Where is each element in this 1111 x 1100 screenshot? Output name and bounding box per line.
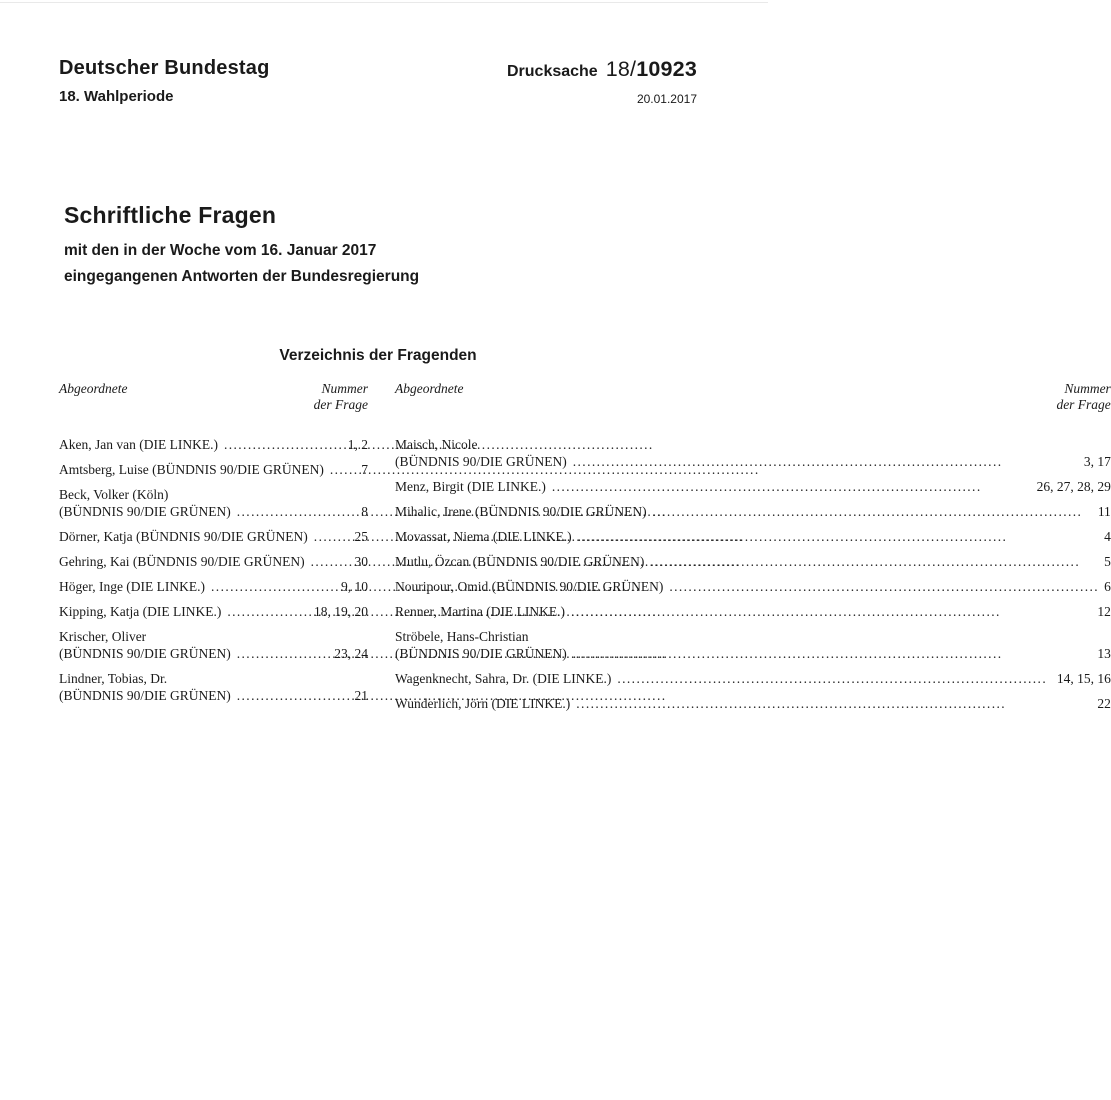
entry-name: Krischer, Oliver bbox=[59, 629, 147, 644]
entry-question-numbers: 4 bbox=[1104, 529, 1111, 544]
entry-question-numbers: 26, 27, 28, 29 bbox=[1036, 479, 1111, 494]
column-header-number-line2: der Frage bbox=[313, 397, 368, 412]
index-entry-list-left bbox=[59, 436, 368, 704]
leader-dots bbox=[311, 553, 350, 570]
entry-name: (BÜNDNIS 90/DIE GRÜNEN) bbox=[395, 454, 567, 469]
leader-dots bbox=[314, 528, 350, 545]
leader-dots bbox=[573, 453, 1079, 470]
index-entry bbox=[395, 578, 1111, 595]
index-entry bbox=[59, 553, 368, 570]
entry-name: (BÜNDNIS 90/DIE GRÜNEN) bbox=[59, 688, 231, 703]
index-entry bbox=[395, 553, 1111, 570]
index-entry bbox=[59, 603, 368, 620]
entry-question-numbers: 5 bbox=[1104, 554, 1111, 569]
column-header-members: Abgeordnete bbox=[59, 381, 128, 396]
leader-dots bbox=[669, 578, 1099, 595]
entry-question-numbers: 7 bbox=[361, 462, 368, 477]
entry-name: Ströbele, Hans-Christian bbox=[395, 629, 529, 644]
entry-name: Kipping, Katja (DIE LINKE.) bbox=[59, 604, 222, 619]
index-entry bbox=[59, 528, 368, 545]
leader-dots bbox=[237, 645, 330, 662]
leader-dots bbox=[552, 478, 1032, 495]
document-title: Schriftliche Fragen bbox=[64, 202, 277, 228]
entry-question-numbers: 25 bbox=[354, 529, 368, 544]
entry-question-numbers: 3, 17 bbox=[1083, 454, 1111, 469]
index-column-right bbox=[395, 381, 1111, 720]
index-entry bbox=[59, 486, 368, 520]
drucksache-number bbox=[606, 57, 697, 82]
leader-dots bbox=[578, 528, 1099, 545]
leader-dots bbox=[650, 553, 1099, 570]
index-entry bbox=[395, 695, 1111, 712]
index-heading: Verzeichnis der Fragenden bbox=[279, 347, 477, 364]
entry-name: Beck, Volker (Köln) bbox=[59, 487, 169, 502]
entry-question-numbers: 30 bbox=[354, 554, 368, 569]
entry-name: Gehring, Kai (BÜNDNIS 90/DIE GRÜNEN) bbox=[59, 554, 305, 569]
column-headers-left bbox=[59, 381, 368, 413]
document-header bbox=[59, 57, 697, 106]
entry-question-numbers: 6 bbox=[1104, 579, 1111, 594]
drucksache-number-prefix: 18/ bbox=[605, 57, 637, 81]
entry-name: (BÜNDNIS 90/DIE GRÜNEN) bbox=[395, 646, 567, 661]
index-columns bbox=[59, 381, 1111, 758]
index-entry bbox=[395, 436, 1111, 470]
column-header-number bbox=[314, 381, 368, 413]
entry-name: (BÜNDNIS 90/DIE GRÜNEN) bbox=[59, 504, 231, 519]
leader-dots bbox=[227, 603, 309, 620]
leader-dots bbox=[211, 578, 336, 595]
leader-dots bbox=[573, 645, 1093, 662]
entry-question-numbers: 13 bbox=[1097, 646, 1111, 661]
column-header-number bbox=[1056, 381, 1110, 413]
index-entry bbox=[59, 578, 368, 595]
index-column-left bbox=[59, 381, 368, 720]
entry-question-numbers: 12 bbox=[1097, 604, 1111, 619]
index-entry bbox=[395, 670, 1111, 687]
leader-dots bbox=[224, 436, 343, 453]
column-header-number-line1: Nummer bbox=[1064, 381, 1111, 396]
column-header-members: Abgeordnete bbox=[395, 381, 464, 396]
index-entry bbox=[395, 603, 1111, 620]
entry-name: Wagenknecht, Sahra, Dr. (DIE LINKE.) bbox=[395, 671, 612, 686]
entry-name: Nouripour, Omid (BÜNDNIS 90/DIE GRÜNEN) bbox=[395, 579, 664, 594]
org-title: Deutscher Bundestag bbox=[59, 57, 270, 79]
entry-name: Menz, Birgit (DIE LINKE.) bbox=[395, 479, 546, 494]
document-subtitle bbox=[64, 238, 697, 290]
drucksache-number-main: 10923 bbox=[636, 57, 697, 81]
legislative-period: 18. Wahlperiode bbox=[59, 88, 174, 105]
entry-name: Mutlu, Özcan (BÜNDNIS 90/DIE GRÜNEN) bbox=[395, 554, 645, 569]
entry-question-numbers: 21 bbox=[354, 688, 368, 703]
leader-dots bbox=[571, 603, 1092, 620]
index-entry bbox=[59, 461, 368, 478]
index-entry bbox=[59, 628, 368, 662]
subtitle-line-1: mit den in der Woche vom 16. Januar 2017 bbox=[64, 242, 377, 259]
entry-name: (BÜNDNIS 90/DIE GRÜNEN) bbox=[59, 646, 231, 661]
entry-question-numbers: 14, 15, 16 bbox=[1056, 671, 1111, 686]
column-headers-right bbox=[395, 381, 1111, 413]
drucksache-line bbox=[507, 57, 697, 82]
index-entry bbox=[395, 628, 1111, 662]
header-left bbox=[59, 57, 270, 105]
entry-question-numbers: 8 bbox=[361, 504, 368, 519]
drucksache-label: Drucksache bbox=[506, 63, 598, 80]
index-entry bbox=[59, 670, 368, 704]
entry-question-numbers: 1, 2 bbox=[347, 437, 368, 452]
entry-question-numbers: 22 bbox=[1097, 696, 1111, 711]
subtitle-line-2: eingegangenen Antworten der Bundesregierung bbox=[64, 268, 420, 285]
entry-name: Wunderlich, Jörn (DIE LINKE.) bbox=[395, 696, 571, 711]
leader-dots bbox=[653, 503, 1093, 520]
column-header-number-line2: der Frage bbox=[1056, 397, 1111, 412]
entry-question-numbers: 23, 24 bbox=[334, 646, 368, 661]
entry-name: Aken, Jan van (DIE LINKE.) bbox=[59, 437, 218, 452]
entry-question-numbers: 11 bbox=[1097, 504, 1111, 519]
index-entry bbox=[395, 528, 1111, 545]
entry-question-numbers: 9, 10 bbox=[341, 579, 368, 594]
entry-name: Maisch, Nicole bbox=[395, 437, 478, 452]
index-entry-list-right bbox=[395, 436, 1111, 712]
column-header-number-line1: Nummer bbox=[321, 381, 368, 396]
entry-name: Dörner, Katja (BÜNDNIS 90/DIE GRÜNEN) bbox=[59, 529, 308, 544]
entry-name: Renner, Martina (DIE LINKE.) bbox=[395, 604, 566, 619]
index-entry bbox=[59, 436, 368, 453]
leader-dots bbox=[330, 461, 356, 478]
entry-name: Lindner, Tobias, Dr. bbox=[59, 671, 168, 686]
entry-name: Movassat, Niema (DIE LINKE.) bbox=[395, 529, 572, 544]
leader-dots bbox=[617, 670, 1051, 687]
issue-date: 20.01.2017 bbox=[636, 92, 697, 106]
leader-dots bbox=[237, 503, 357, 520]
index-entry bbox=[395, 478, 1111, 495]
entry-name: Amtsberg, Luise (BÜNDNIS 90/DIE GRÜNEN) bbox=[59, 462, 324, 477]
entry-question-numbers: 18, 19, 20 bbox=[314, 604, 368, 619]
leader-dots bbox=[237, 687, 350, 704]
entry-name: Mihalic, Irene (BÜNDNIS 90/DIE GRÜNEN) bbox=[395, 504, 647, 519]
scan-edge-line bbox=[0, 2, 768, 3]
header-right bbox=[507, 57, 697, 106]
leader-dots bbox=[576, 695, 1092, 712]
entry-name: Höger, Inge (DIE LINKE.) bbox=[59, 579, 206, 594]
index-entry bbox=[395, 503, 1111, 520]
